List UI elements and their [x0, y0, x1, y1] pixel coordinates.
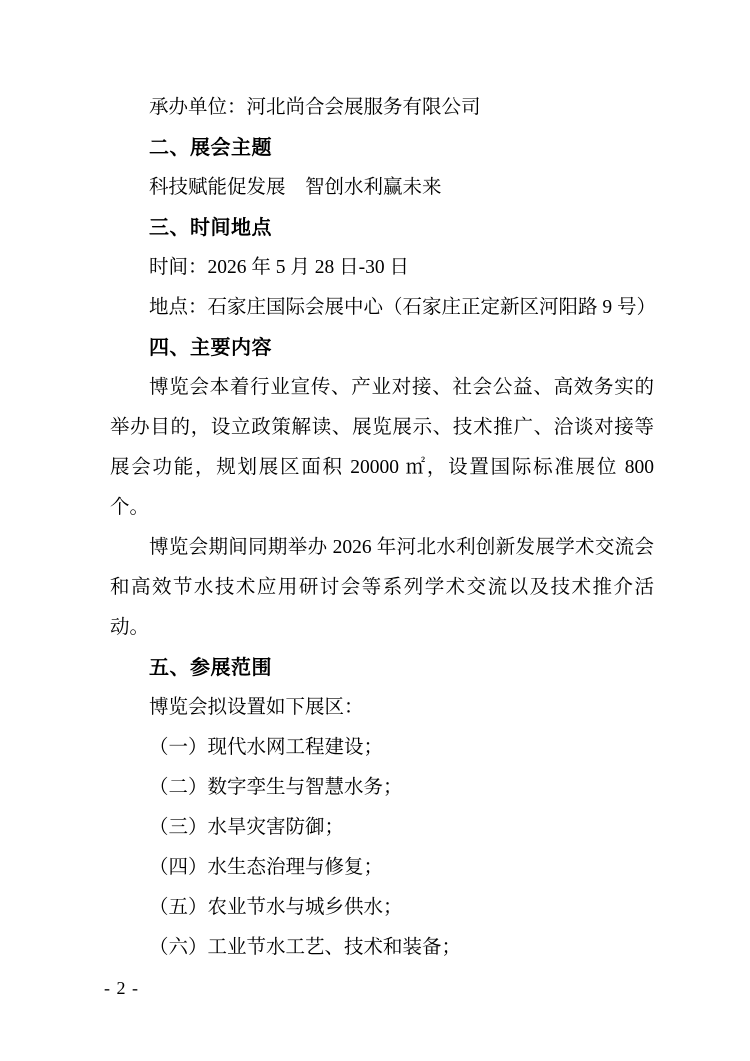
section-heading-theme: 二、展会主题: [149, 137, 272, 159]
scope-list-item: （三）水旱灾害防御；: [149, 817, 345, 838]
host-unit-line: 承办单位：河北尚合会展服务有限公司: [149, 97, 481, 118]
section-heading-main-content: 四、主要内容: [149, 337, 272, 359]
scope-list-item: （二）数字孪生与智慧水务；: [149, 777, 403, 798]
theme-text: 科技赋能促发展 智创水利赢未来: [149, 177, 442, 198]
main-content-paragraph-2: 博览会期间同期举办 2026 年河北水利创新发展学术交流会和高效节水技术应用研讨会等系列学术交流以及技术推介活动。: [110, 537, 654, 638]
document-body: [110, 88, 657, 968]
scope-list-item: （四）水生态治理与修复；: [149, 857, 384, 878]
scope-list-item: （六）工业节水工艺、技术和装备；: [149, 937, 462, 958]
scope-intro-line: 博览会拟设置如下展区：: [149, 697, 364, 718]
time-line: 时间：2026 年 5 月 28 日-30 日: [149, 257, 409, 278]
page-number-footer: - 2 -: [104, 978, 139, 998]
scope-list-item: （五）农业节水与城乡供水；: [149, 897, 403, 918]
main-content-paragraph-1: 博览会本着行业宣传、产业对接、社会公益、高效务实的举办目的，设立政策解读、展览展示、技术推广、洽谈对接等展会功能，规划展区面积 20000 ㎡，设置国际标准展位 800 个。: [110, 377, 654, 518]
section-heading-time-place: 三、时间地点: [149, 217, 272, 239]
place-line: 地点：石家庄国际会展中心（石家庄正定新区河阳路 9 号）: [149, 297, 657, 318]
scope-list-item: （一）现代水网工程建设；: [149, 737, 384, 758]
section-heading-scope: 五、参展范围: [149, 657, 272, 679]
